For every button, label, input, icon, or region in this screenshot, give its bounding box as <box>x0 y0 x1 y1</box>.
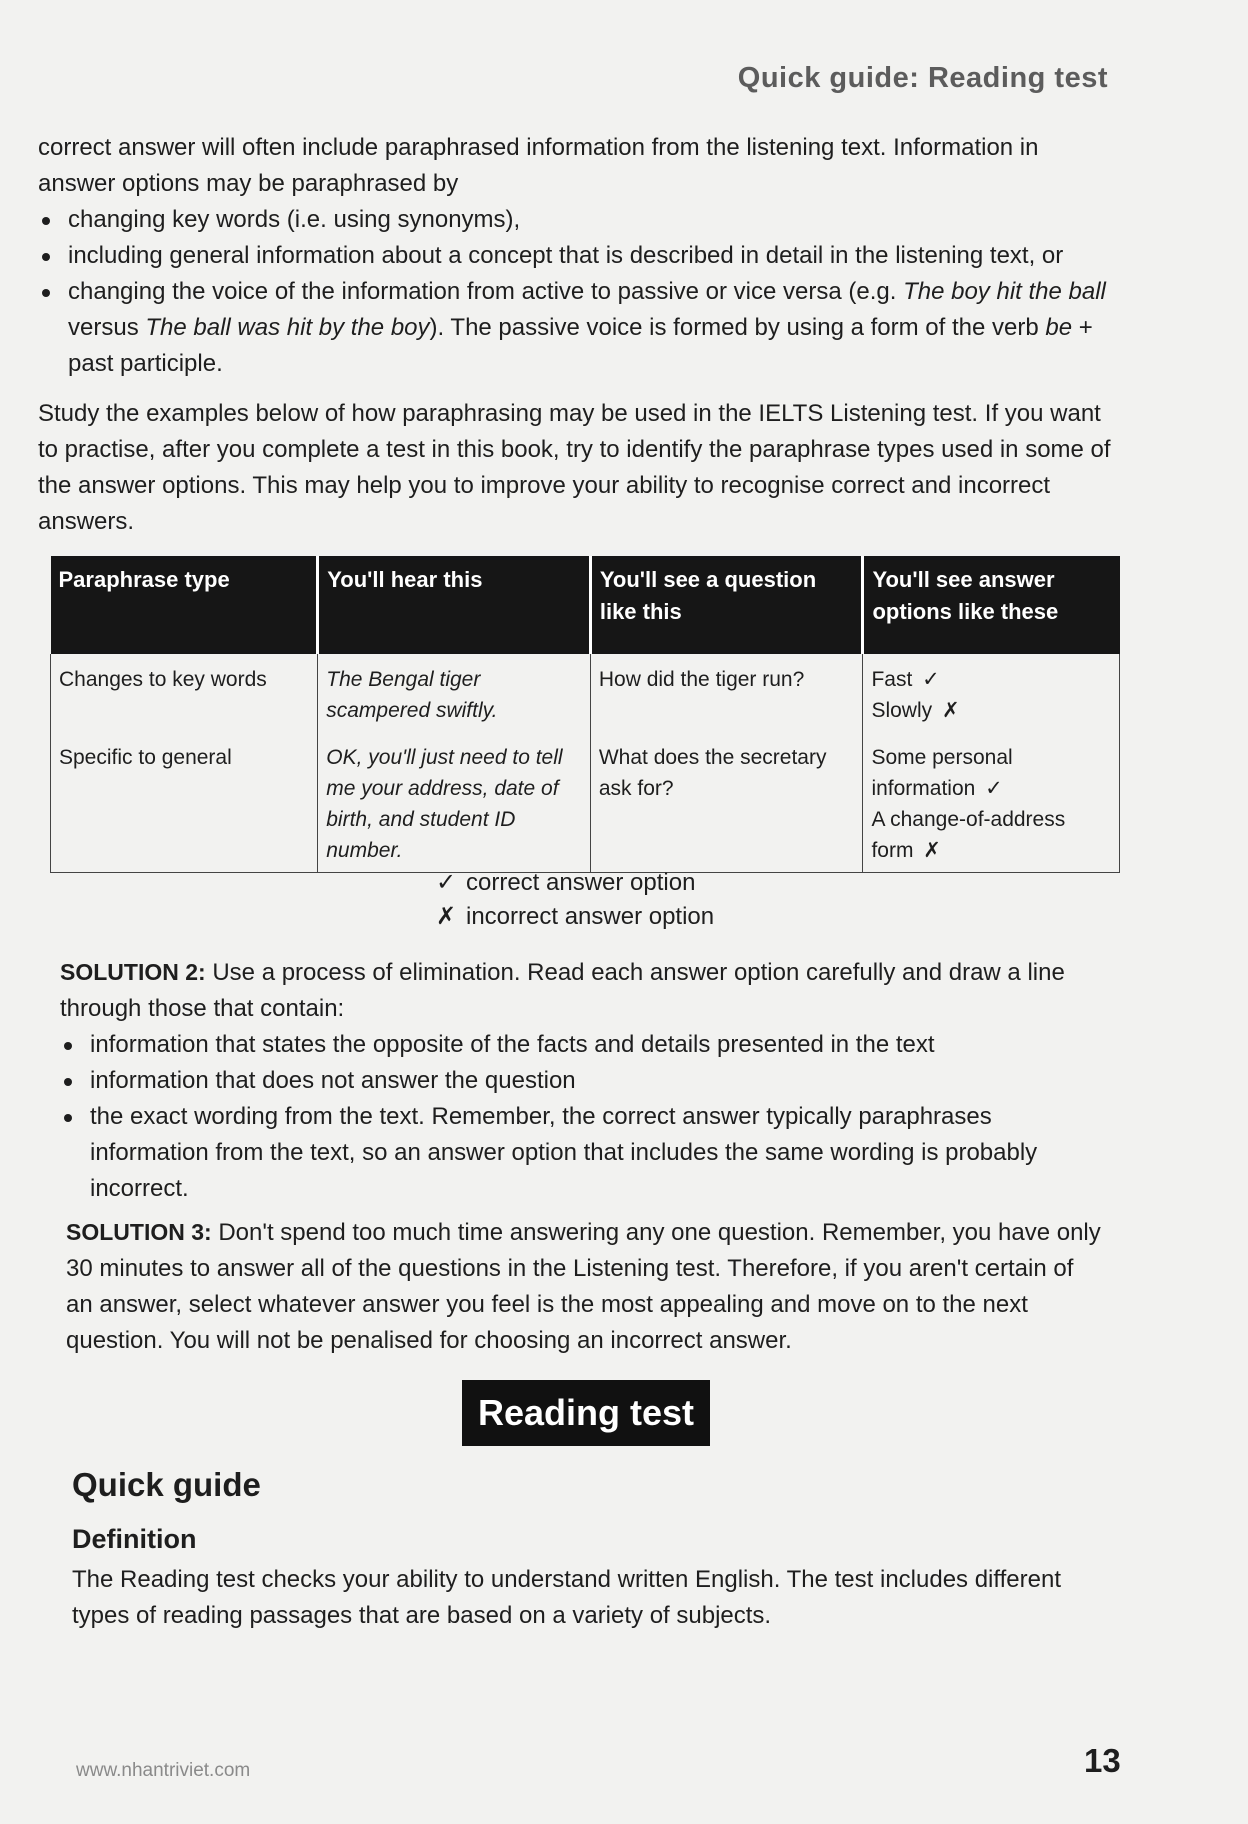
bullet-text: ). The passive voice is formed by using a form of the verb <box>429 314 1046 341</box>
definition-heading: Definition <box>72 1524 197 1554</box>
paraphrase-examples-table <box>50 556 1120 873</box>
bullet-text: versus <box>68 314 146 341</box>
option-text: Fast <box>871 668 913 691</box>
legend-label: correct answer option <box>466 869 696 896</box>
options-cell <box>863 654 1120 732</box>
check-icon: ✓ <box>985 777 1003 800</box>
bullet-text: changing the voice of the information from active to passive or vice versa (e.g. <box>68 278 904 305</box>
question-cell: What does the secretary ask for? <box>590 732 863 873</box>
table-row <box>51 732 1120 873</box>
section-banner: Reading test <box>462 1380 710 1446</box>
page-number: 13 <box>1084 1742 1121 1779</box>
legend-label: incorrect answer option <box>466 903 715 930</box>
solution-text: Don't spend too much time answering any one question. Remember, you have only 30 minutes to answer all of the questions in the Listening test. Therefore, if you aren't certain of an answer, select whatever answer you feel is the most appealing and move on to the next question. You will not be penalised for choosing an incorrect answer. <box>66 1219 1101 1354</box>
hear-cell: OK, you'll just need to tell me your address, date of birth, and student ID number. <box>318 732 591 873</box>
answer-option <box>871 804 1111 866</box>
solution-text: Use a process of elimination. Read each answer option carefully and draw a line through those that contain: <box>60 959 1065 1022</box>
column-header: Paraphrase type <box>51 556 318 654</box>
paraphrase-type-cell: Changes to key words <box>51 654 318 732</box>
running-head: Quick guide: Reading test <box>737 62 1108 94</box>
paraphrase-type-cell: Specific to general <box>51 732 318 873</box>
elimination-list <box>60 1027 1100 1207</box>
list-item: information that does not answer the question <box>60 1063 1100 1099</box>
column-header: You'll see answer options like these <box>863 556 1120 654</box>
question-cell: How did the tiger run? <box>590 654 863 732</box>
solution-3-text <box>66 1214 1106 1359</box>
check-icon: ✓ <box>436 869 457 896</box>
column-header: You'll see a question like this <box>590 556 863 654</box>
quick-guide-heading: Quick guide <box>72 1466 261 1503</box>
table-row <box>51 654 1120 732</box>
column-header: You'll hear this <box>318 556 591 654</box>
study-paragraph: Study the examples below of how paraphrasing may be used in the IELTS Listening test. If you want to practise, after you complete a test in this book, try to identify the paraphrase types used in some of the answer options. This may help you to improve your ability to recognise correct and incorrect answers. <box>38 400 1111 535</box>
answer-option <box>871 664 1111 695</box>
options-cell <box>863 732 1120 873</box>
cross-icon: ✗ <box>436 903 457 930</box>
definition-body: The Reading test checks your ability to understand written English. The test includes different types of reading passages that are based on a variety of subjects. <box>72 1566 1061 1629</box>
solution-2 <box>60 954 1100 1207</box>
solution-2-intro <box>60 954 1100 1027</box>
list-item: changing key words (i.e. using synonyms), <box>38 202 1118 238</box>
option-text: A change-of-address form <box>871 808 1066 862</box>
solution-3 <box>66 1214 1106 1359</box>
intro-lead: correct answer will often include paraphrased information from the listening text. Information in answer options may be paraphrased by <box>38 134 1039 197</box>
answer-option <box>871 695 1111 726</box>
check-icon: ✓ <box>922 668 940 691</box>
legend-correct <box>436 866 714 900</box>
solution-label: SOLUTION 2: <box>60 959 206 985</box>
option-text: Some personal information <box>871 746 1013 800</box>
example-active: The boy hit the ball <box>903 278 1106 305</box>
footer-url: www.nhantriviet.com <box>76 1760 251 1781</box>
table-legend <box>436 866 714 934</box>
hear-cell: The Bengal tiger scampered swiftly. <box>318 654 591 732</box>
list-item <box>38 274 1118 382</box>
list-item: the exact wording from the text. Remember, the correct answer typically paraphrases information from the text, so an answer option that includes the same wording is probably incorrect. <box>60 1099 1100 1207</box>
example-passive: The ball was hit by the boy <box>145 314 430 341</box>
option-text: Slowly <box>871 699 933 722</box>
list-item: including general information about a concept that is described in detail in the listening text, or <box>38 238 1118 274</box>
intro-section <box>38 130 1118 382</box>
solution-label: SOLUTION 3: <box>66 1219 212 1245</box>
list-item: information that states the opposite of the facts and details presented in the text <box>60 1027 1100 1063</box>
verb-be: be <box>1045 314 1073 341</box>
paraphrase-methods-list <box>38 202 1118 382</box>
cross-icon: ✗ <box>941 699 960 722</box>
cross-icon: ✗ <box>923 839 941 862</box>
answer-option <box>871 742 1111 804</box>
bullet-text: + past participle. <box>68 314 1093 377</box>
legend-incorrect <box>436 900 714 934</box>
